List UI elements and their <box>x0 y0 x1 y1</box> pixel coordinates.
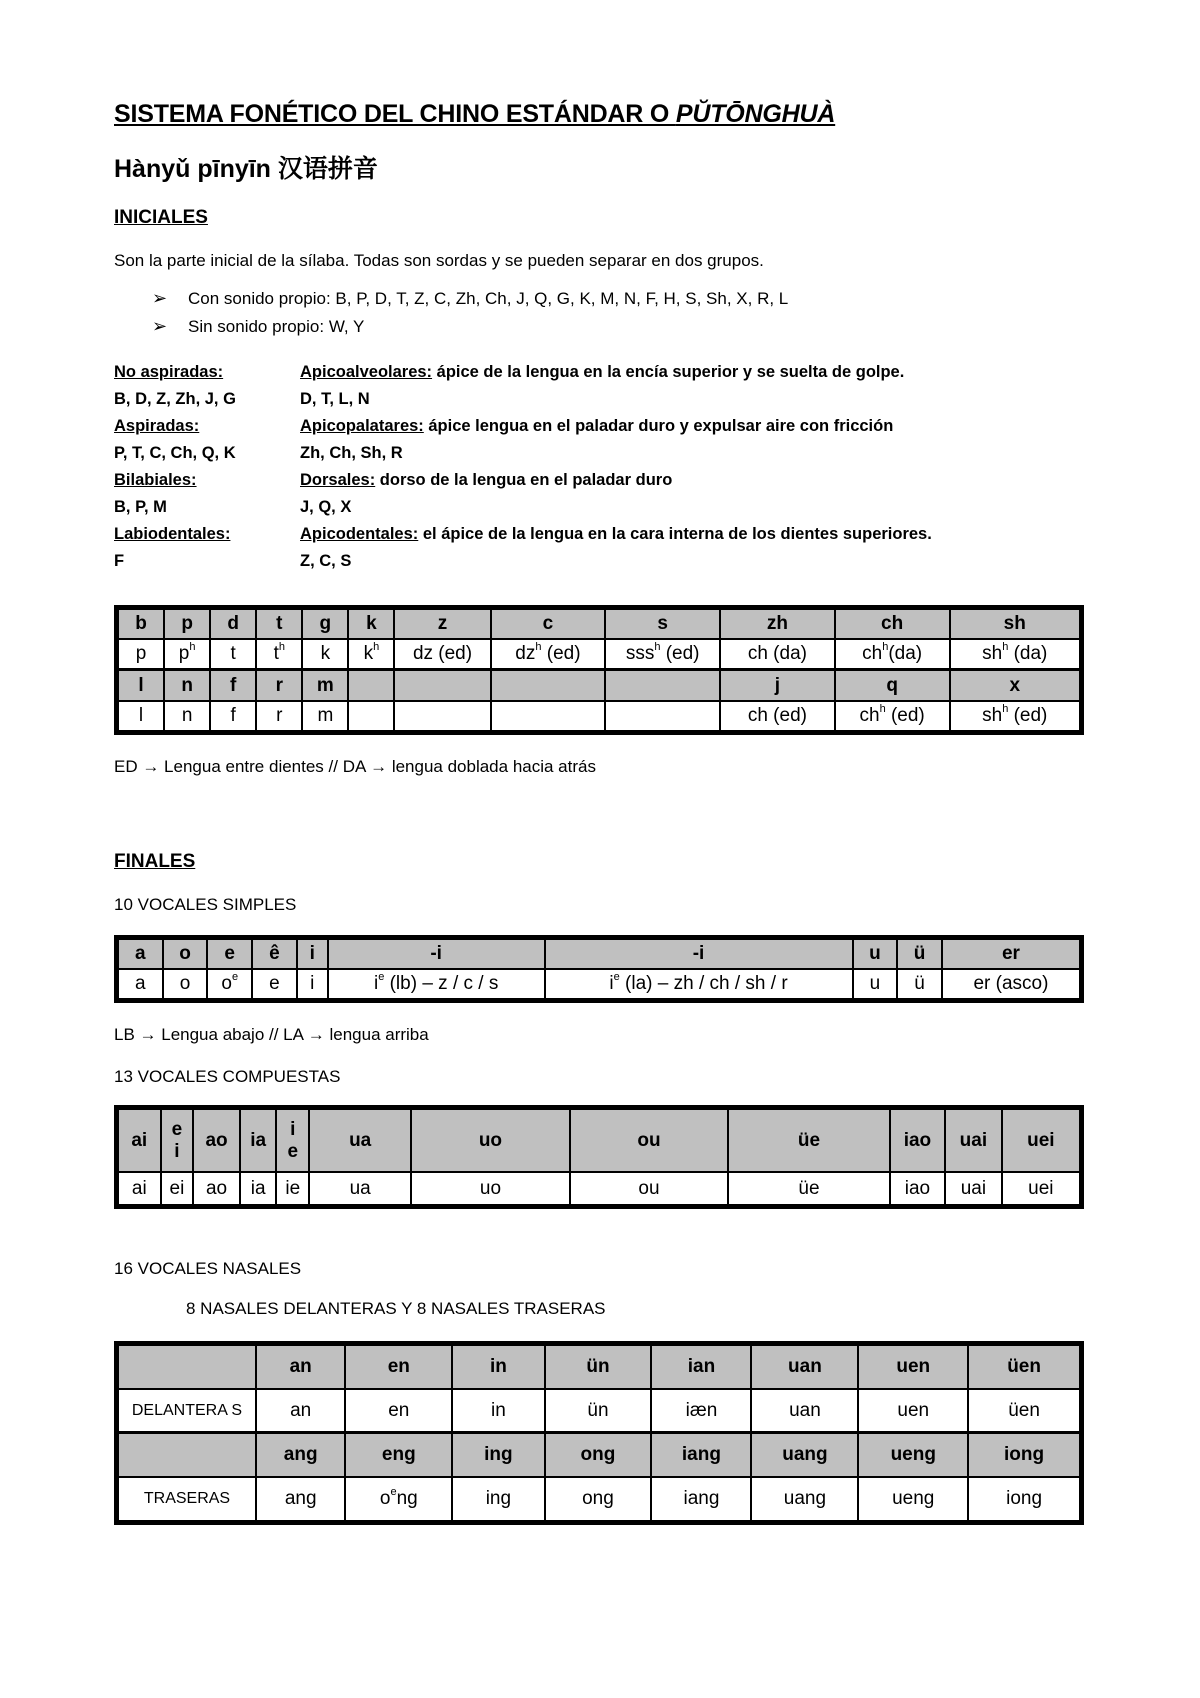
table-cell: ün <box>545 1345 652 1389</box>
document-page <box>114 100 1084 1525</box>
class-left: P, T, C, Ch, Q, K <box>114 444 236 462</box>
table-cell: iao <box>890 1172 945 1205</box>
class-left: B, D, Z, Zh, J, G <box>114 390 236 408</box>
table-cell: uei <box>1002 1172 1080 1205</box>
class-row <box>114 548 1084 575</box>
table-cell: iang <box>651 1433 751 1477</box>
table-row <box>118 1172 1080 1205</box>
table-row <box>118 1433 1080 1477</box>
table-cell: ü <box>897 939 942 969</box>
class-right: D, T, L, N <box>300 390 370 408</box>
table-cell: ua <box>309 1109 411 1172</box>
table-cell: in <box>452 1345 544 1389</box>
arrow-bullet-icon: ➢ <box>152 288 168 308</box>
class-right: Apicoalveolares: ápice de la lengua en la encía superior y se suelta de golpe. <box>300 363 905 381</box>
table-cell: uei <box>1002 1109 1080 1172</box>
list-item <box>152 289 1084 309</box>
table-cell: üen <box>968 1345 1080 1389</box>
nasales-title: 16 VOCALES NASALES <box>114 1259 302 1278</box>
table-cell: uen <box>858 1389 968 1433</box>
table-cell: $t^h$ <box>256 639 302 670</box>
table-cell: n <box>164 701 210 731</box>
table-cell: $ch^h(da)$ <box>835 639 950 670</box>
table-cell: ing <box>452 1433 544 1477</box>
table-cell: n <box>164 670 210 701</box>
table-cell: p <box>118 639 164 670</box>
class-left: No aspiradas: <box>114 363 224 381</box>
table-cell: b <box>118 609 164 639</box>
table-row <box>118 1477 1080 1521</box>
table-cell <box>491 701 606 731</box>
table-cell: ai <box>118 1109 161 1172</box>
page-subtitle: Hànyǔ pīnyīn 汉语拼音 <box>114 155 378 183</box>
table-cell: $p^h$ <box>164 639 210 670</box>
table-row <box>118 1389 1080 1433</box>
table-cell: er (asco) <box>942 969 1080 999</box>
table-cell: i <box>297 969 328 999</box>
table-cell: f <box>210 701 256 731</box>
table-cell: k <box>348 609 394 639</box>
table-cell <box>394 701 490 731</box>
table-cell: uen <box>858 1345 968 1389</box>
table-cell: ong <box>545 1477 652 1521</box>
section-heading-finales: FINALES <box>114 851 196 872</box>
class-row <box>114 440 1084 467</box>
compuestas-table <box>114 1105 1084 1209</box>
table-cell: ueng <box>858 1477 968 1521</box>
class-left: Aspiradas: <box>114 417 200 435</box>
table-cell: o <box>163 939 208 969</box>
table-cell: ing <box>452 1477 544 1521</box>
table-cell: m <box>302 701 348 731</box>
compuestas-title: 13 VOCALES COMPUESTAS <box>114 1067 341 1086</box>
table-cell <box>118 1345 256 1389</box>
table-cell: l <box>118 701 164 731</box>
simples-note: LB → Lengua abajo // LA → lengua arriba <box>114 1025 429 1044</box>
table-cell: -i <box>545 939 853 969</box>
bullet-text: Sin sonido propio: W, Y <box>188 317 365 336</box>
table-cell: l <box>118 670 164 701</box>
table-cell: ai <box>118 1172 161 1205</box>
class-right: Apicodentales: el ápice de la lengua en la cara interna de los dientes superiores. <box>300 525 932 543</box>
table-cell: ua <box>309 1172 411 1205</box>
iniciales-note: ED → Lengua entre dientes // DA → lengua doblada hacia atrás <box>114 757 596 776</box>
class-right: Apicopalatares: ápice lengua en el paladar duro y expulsar aire con fricción <box>300 417 894 435</box>
table-row <box>118 969 1080 999</box>
table-row <box>118 939 1080 969</box>
nasales-subtitle: 8 NASALES DELANTERAS Y 8 NASALES TRASERAS <box>186 1299 606 1318</box>
table-row <box>118 609 1080 639</box>
simples-title: 10 VOCALES SIMPLES <box>114 895 297 914</box>
table-cell <box>605 701 720 731</box>
table-cell: ie <box>276 1172 309 1205</box>
arrow-bullet-icon: ➢ <box>152 316 168 336</box>
table-cell: üen <box>968 1389 1080 1433</box>
table-cell: -i <box>328 939 545 969</box>
table-cell: in <box>452 1389 544 1433</box>
table-cell: ia <box>240 1172 277 1205</box>
table-row <box>118 670 1080 701</box>
table-cell: sss$^h$ (ed) <box>605 639 720 670</box>
table-row <box>118 701 1080 731</box>
table-cell: ong <box>545 1433 652 1477</box>
table-cell: $k^h$ <box>348 639 394 670</box>
list-item <box>152 317 1084 337</box>
class-row <box>114 494 1084 521</box>
table-cell: r <box>256 701 302 731</box>
table-cell: m <box>302 670 348 701</box>
table-cell <box>491 670 606 701</box>
table-cell: ch (da) <box>720 639 835 670</box>
class-right: J, Q, X <box>300 498 352 516</box>
bullet-text: Con sonido propio: B, P, D, T, Z, C, Zh, Ch, J, Q, G, K, M, N, F, H, S, Sh, X, R, L <box>188 289 789 308</box>
table-cell: iæn <box>651 1389 751 1433</box>
table-cell: $i^e$ (la) – zh / ch / sh / r <box>545 969 853 999</box>
table-cell: $dz^h$ (ed) <box>491 639 606 670</box>
table-cell: ch (ed) <box>720 701 835 731</box>
table-cell: eng <box>345 1433 452 1477</box>
table-cell: g <box>302 609 348 639</box>
table-cell: o <box>163 969 208 999</box>
table-cell: ch <box>835 609 950 639</box>
table-cell: ei <box>161 1172 194 1205</box>
table-cell: r <box>256 670 302 701</box>
title-italic: PŬTŌNGHUÀ <box>675 100 836 128</box>
table-cell: $i^e$ (lb) – z / c / s <box>328 969 545 999</box>
table-cell <box>348 701 394 731</box>
table-cell: u <box>853 939 898 969</box>
class-left: Labiodentales: <box>114 525 231 543</box>
iniciales-intro: Son la parte inicial de la sílaba. Todas son sordas y se pueden separar en dos grupos. <box>114 251 764 270</box>
table-cell: DELANTERA S <box>118 1389 256 1433</box>
table-cell: ün <box>545 1389 652 1433</box>
class-row <box>114 413 1084 440</box>
class-left: B, P, M <box>114 498 167 516</box>
table-cell: u <box>853 969 898 999</box>
table-cell: j <box>720 670 835 701</box>
table-cell: iong <box>968 1477 1080 1521</box>
page-title: SISTEMA FONÉTICO DEL CHINO ESTÁNDAR O PŬTŌNGHUÀ <box>114 100 836 128</box>
table-row <box>118 639 1080 670</box>
table-cell <box>118 1433 256 1477</box>
class-left: F <box>114 552 125 570</box>
class-row <box>114 386 1084 413</box>
table-cell: uai <box>945 1172 1001 1205</box>
table-cell: iong <box>968 1433 1080 1477</box>
table-cell: dz (ed) <box>394 639 490 670</box>
table-cell: uang <box>751 1433 858 1477</box>
table-cell: üe <box>728 1172 889 1205</box>
table-row <box>118 1109 1080 1172</box>
table-cell <box>394 670 490 701</box>
table-cell: zh <box>720 609 835 639</box>
table-cell: t <box>256 609 302 639</box>
table-cell: ê <box>252 939 297 969</box>
table-cell: ou <box>570 1109 729 1172</box>
table-cell: en <box>345 1345 452 1389</box>
table-cell: uan <box>751 1389 858 1433</box>
table-cell: uai <box>945 1109 1001 1172</box>
table-cell: iang <box>651 1477 751 1521</box>
nasales-table <box>114 1341 1084 1525</box>
table-cell: ao <box>193 1109 240 1172</box>
table-cell: iao <box>890 1109 945 1172</box>
table-cell: an <box>256 1389 345 1433</box>
table-cell: uo <box>411 1109 570 1172</box>
class-left: Bilabiales: <box>114 471 197 489</box>
table-cell: i <box>297 939 328 969</box>
table-cell: t <box>210 639 256 670</box>
table-cell: e <box>252 969 297 999</box>
table-cell: $o^e$ <box>207 969 252 999</box>
table-cell: sh <box>950 609 1081 639</box>
table-cell: $o^eng$ <box>345 1477 452 1521</box>
table-cell: ang <box>256 1477 345 1521</box>
iniciales-table <box>114 605 1084 735</box>
table-cell: ueng <box>858 1433 968 1477</box>
table-cell: e i <box>161 1109 194 1172</box>
table-cell: q <box>835 670 950 701</box>
table-cell: ang <box>256 1433 345 1477</box>
table-cell: uan <box>751 1345 858 1389</box>
table-cell: en <box>345 1389 452 1433</box>
table-cell: ia <box>240 1109 277 1172</box>
table-cell: e <box>207 939 252 969</box>
table-cell <box>605 670 720 701</box>
table-cell: er <box>942 939 1080 969</box>
table-cell <box>348 670 394 701</box>
table-cell: TRASERAS <box>118 1477 256 1521</box>
table-row <box>118 1345 1080 1389</box>
iniciales-bullets <box>152 289 1084 337</box>
table-cell: a <box>118 939 163 969</box>
class-row <box>114 467 1084 494</box>
table-cell: $sh^h$ (da) <box>950 639 1081 670</box>
table-cell: x <box>950 670 1081 701</box>
table-cell: uang <box>751 1477 858 1521</box>
table-cell: ü <box>897 969 942 999</box>
table-cell: an <box>256 1345 345 1389</box>
table-cell: ou <box>570 1172 729 1205</box>
table-cell: uo <box>411 1172 570 1205</box>
table-cell: k <box>302 639 348 670</box>
table-cell: s <box>605 609 720 639</box>
table-cell: a <box>118 969 163 999</box>
table-cell: i e <box>276 1109 309 1172</box>
table-cell: p <box>164 609 210 639</box>
table-cell: d <box>210 609 256 639</box>
simples-table <box>114 935 1084 1003</box>
iniciales-classes <box>114 359 1084 575</box>
class-row <box>114 521 1084 548</box>
table-cell: $ch^h$ (ed) <box>835 701 950 731</box>
table-cell: ian <box>651 1345 751 1389</box>
class-right: Z, C, S <box>300 552 352 570</box>
table-cell: üe <box>728 1109 889 1172</box>
class-row <box>114 359 1084 386</box>
table-cell: $sh^h$ (ed) <box>950 701 1081 731</box>
table-cell: ao <box>193 1172 240 1205</box>
table-cell: c <box>491 609 606 639</box>
class-right: Zh, Ch, Sh, R <box>300 444 403 462</box>
class-right: Dorsales: dorso de la lengua en el paladar duro <box>300 471 673 489</box>
table-cell: z <box>394 609 490 639</box>
section-heading-iniciales: INICIALES <box>114 207 208 228</box>
table-cell: f <box>210 670 256 701</box>
